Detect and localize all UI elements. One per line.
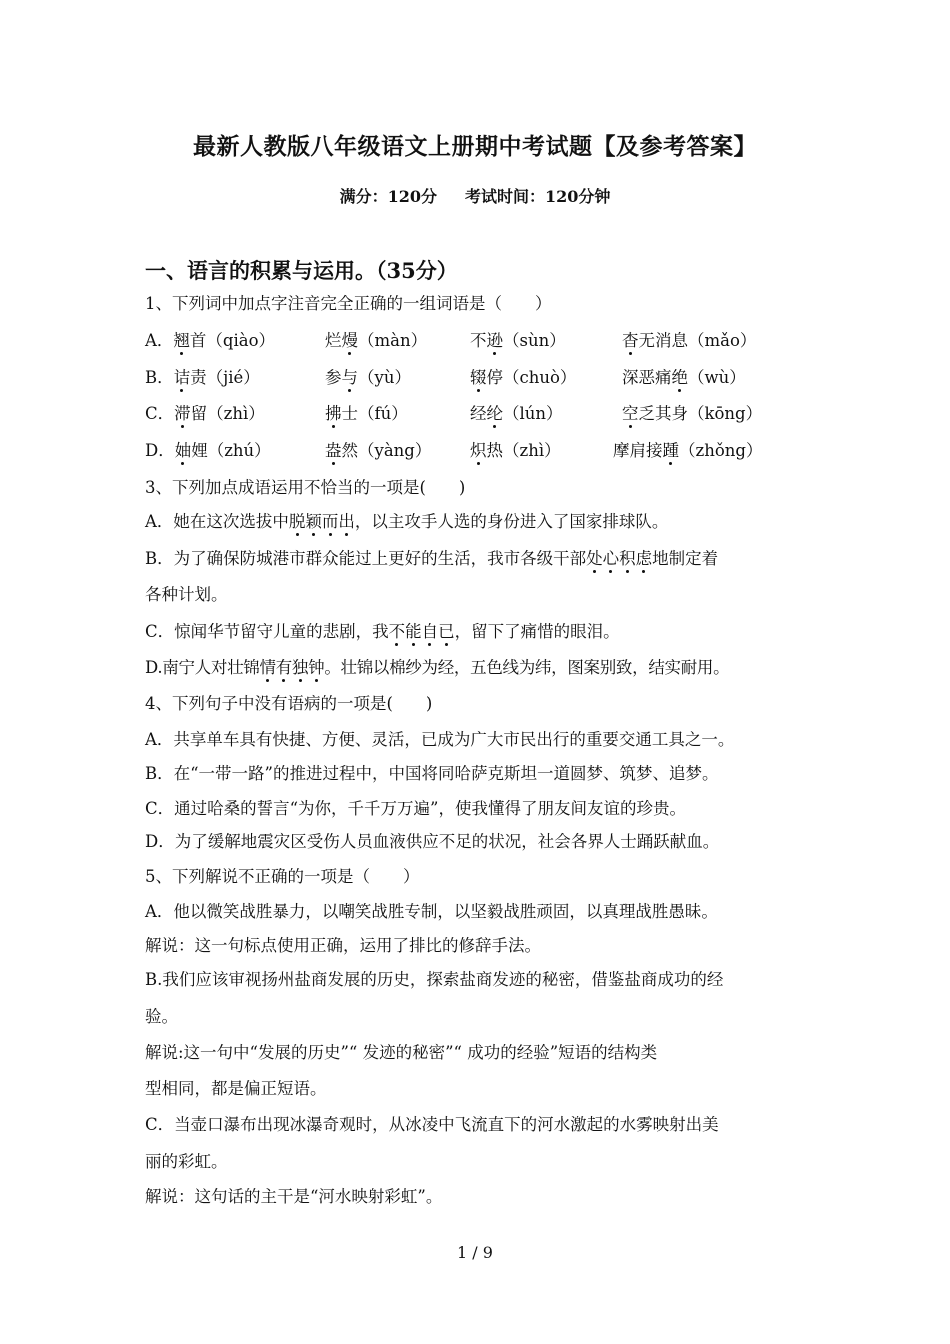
dotted-char: 辍 <box>470 368 487 387</box>
question-1-option-r2-c3: 辍停（chuò） <box>470 368 577 387</box>
question-5-option-a: A．他以微笑战胜暴力，以嘲笑战胜专制，以坚毅战胜顽固，以真理战胜愚昧。 <box>145 902 718 921</box>
dotted-char: 踵 <box>662 441 679 460</box>
question-1-option-r3-c4: 空乏其身（kōng） <box>622 404 763 423</box>
question-4-option-c: C．通过哈桑的誓言“为你，千千万万遍”，使我懂得了朋友间友谊的珍贵。 <box>145 799 686 818</box>
dotted-char: 滞 <box>174 404 191 423</box>
dotted-idiom: 情有独钟 <box>259 658 325 677</box>
question-5-option-b-explanation-cont: 型相同，都是偏正短语。 <box>145 1079 327 1098</box>
page-number: 1 / 9 <box>457 1243 493 1262</box>
question-5-option-b: B.我们应该审视扬州盐商发展的历史，探索盐商发迹的秘密，借鉴盐商成功的经 <box>145 970 724 989</box>
question-1-option-r1-c2: 烂熳（màn） <box>325 331 428 350</box>
question-4-stem: 4、下列句子中没有语病的一项是( ) <box>145 694 433 713</box>
question-1-option-r4-c4: 摩肩接踵（zhǒng） <box>613 441 763 460</box>
question-3-option-c: C．惊闻华节留守儿童的悲剧，我不能自已，留下了痛惜的眼泪。 <box>145 622 620 641</box>
dotted-idiom: 处心积虑 <box>586 549 653 568</box>
question-1-option-r3-c3: 经纶（lún） <box>470 404 563 423</box>
question-4-option-d: D．为了缓解地震灾区受伤人员血液供应不足的状况，社会各界人士踊跃献血。 <box>145 832 720 851</box>
question-1-option-r4-c2: 盎然（yàng） <box>325 441 432 460</box>
question-5-stem: 5、下列解说不正确的一项是（ ） <box>145 867 420 886</box>
exam-time: 考试时间：120分钟 <box>465 187 611 206</box>
question-4-option-a: A．共享单车具有快捷、方便、灵活，已成为广大市民出行的重要交通工具之一。 <box>145 730 735 749</box>
dotted-char: 盎 <box>325 441 342 460</box>
question-1-option-r3-c2: 拂士（fú） <box>325 404 408 423</box>
question-3-option-b-cont: 各种计划。 <box>145 585 228 604</box>
question-1-stem: 1、下列词中加点字注音完全正确的一组词语是（ ） <box>145 294 552 313</box>
dotted-char: 空 <box>622 404 639 423</box>
dotted-char: 拂 <box>325 404 342 423</box>
question-1-option-r4-c3: 炽热（zhì） <box>470 441 561 460</box>
dotted-char: 翘 <box>173 331 190 350</box>
question-5-option-b-explanation: 解说:这一句中“发展的历史”“ 发迹的秘密”“ 成功的经验”短语的结构类 <box>145 1043 658 1062</box>
full-score: 满分：120分 <box>339 187 437 206</box>
question-5-option-c-cont: 丽的彩虹。 <box>145 1152 228 1171</box>
dotted-idiom: 脱颖而出 <box>288 512 355 531</box>
dotted-char: 与 <box>341 368 358 387</box>
question-5-option-b-cont: 验。 <box>145 1007 178 1026</box>
question-1-option-r2-c2: 参与（yù） <box>325 368 411 387</box>
question-1-option-r3-c1: C．滞留（zhì） <box>145 404 265 423</box>
dotted-char: 纶 <box>486 404 503 423</box>
dotted-char: 炽 <box>470 441 487 460</box>
dotted-idiom: 不能自已 <box>388 622 455 641</box>
question-1-option-r1-c4: 杳无消息（mǎo） <box>622 331 757 350</box>
question-5-option-a-explanation: 解说：这一句标点使用正确，运用了排比的修辞手法。 <box>145 936 541 955</box>
question-5-option-c: C．当壶口瀑布出现冰瀑奇观时，从冰凌中飞流直下的河水激起的水雾映射出美 <box>145 1115 719 1134</box>
dotted-char: 逊 <box>486 331 503 350</box>
dotted-char: 诘 <box>173 368 191 387</box>
dotted-char: 熳 <box>341 331 358 350</box>
dotted-char: 妯 <box>174 441 192 460</box>
dotted-char: 杳 <box>622 331 639 350</box>
question-1-option-r4-c1: D．妯娌（zhú） <box>145 441 271 460</box>
question-1-option-r2-c4: 深恶痛绝（wù） <box>622 368 746 387</box>
question-3-option-d: D.南宁人对壮锦情有独钟。壮锦以棉纱为经，五色线为纬，图案别致，结实耐用。 <box>145 658 730 677</box>
question-1-option-r1-c3: 不逊（sùn） <box>470 331 566 350</box>
question-1-option-r2-c1: B．诘责（jié） <box>145 368 260 387</box>
question-4-option-b: B．在“一带一路”的推进过程中，中国将同哈萨克斯坦一道圆梦、筑梦、追梦。 <box>145 764 719 783</box>
section-heading: 一、语言的积累与运用。（35分） <box>145 258 458 283</box>
question-5-option-c-explanation: 解说：这句话的主干是“河水映射彩虹”。 <box>145 1187 443 1206</box>
dotted-char: 绝 <box>671 368 688 387</box>
page-title: 最新人教版八年级语文上册期中考试题【及参考答案】 <box>193 133 757 160</box>
question-3-option-b: B．为了确保防城港市群众能过上更好的生活，我市各级干部处心积虑地制定着 <box>145 549 719 568</box>
exam-info <box>0 184 950 207</box>
question-3-option-a: A．她在这次选拔中脱颖而出，以主攻手人选的身份进入了国家排球队。 <box>145 512 669 531</box>
question-1-option-r1-c1: A．翘首（qiào） <box>145 331 276 350</box>
question-3-stem: 3、下列加点成语运用不恰当的一项是( ) <box>145 478 466 497</box>
